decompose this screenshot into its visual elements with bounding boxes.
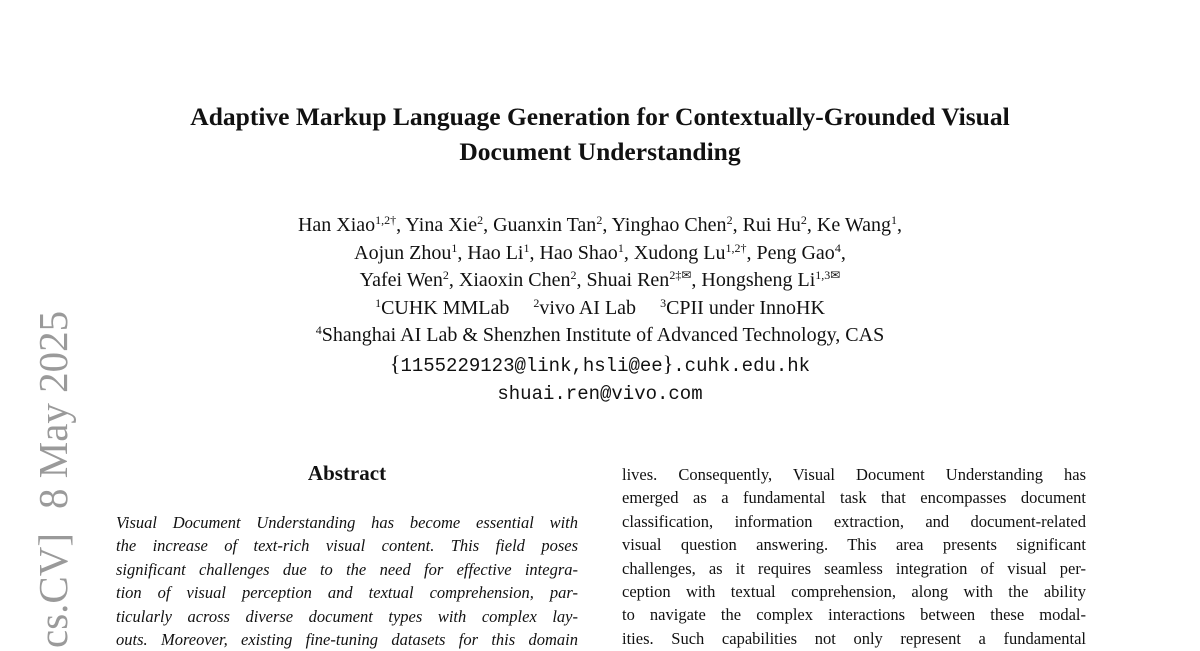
author-name: , Rui Hu: [732, 214, 801, 236]
title-line-1: Adaptive Markup Language Generation for Contextually-Grounded Visual: [190, 102, 1010, 131]
author-affil-mark: 2: [596, 213, 603, 227]
author-affil-mark: 1,2†: [375, 213, 397, 227]
email-domain: .cuhk.edu.hk: [673, 354, 811, 377]
author-name: , Yina Xie: [396, 214, 478, 236]
left-column: [116, 459, 578, 651]
author-name: , Hao Shao: [529, 241, 618, 264]
title-line-2: Document Understanding: [459, 137, 741, 166]
paper-title: [100, 99, 1100, 169]
abstract-line: Visual Document Understanding has become essential with: [116, 513, 578, 532]
author-name: , Hao Li: [457, 241, 524, 264]
author-name: , Hongsheng Li: [691, 269, 816, 291]
author-affil-mark: 2: [442, 268, 449, 282]
affil-mark: 3: [660, 295, 667, 310]
body-line: ities. Such capabilities not only represent a fundamental: [622, 628, 1086, 648]
author-name: Yafei Wen: [359, 269, 443, 291]
body-line: challenges, as it requires seamless integration of visual per-: [622, 558, 1086, 578]
arxiv-category: cs.CV]: [30, 532, 76, 648]
author-name: , Xiaoxin Chen: [448, 269, 571, 291]
author-affil-mark: 4: [834, 240, 841, 255]
author-affil-mark: 2: [477, 213, 484, 227]
right-column: [622, 463, 1086, 650]
author-name: Han Xiao: [297, 214, 376, 236]
author-separator: ,: [840, 241, 846, 264]
author-line-2: [150, 240, 1050, 268]
author-separator: ,: [897, 214, 903, 236]
email-brace-open: {: [389, 350, 401, 376]
body-line: classification, information extraction, and document-related: [622, 511, 1086, 531]
arxiv-date: 8 May 2025: [30, 310, 76, 509]
author-affil-mark: 1: [523, 240, 530, 255]
body-line: lives. Consequently, Visual Document Understanding has: [622, 465, 1086, 484]
author-affil-mark: 1: [891, 213, 898, 227]
affiliation-name: Shanghai AI Lab & Shenzhen Institute of Advanced Technology, CAS: [321, 324, 885, 346]
affiliation-line-1: [150, 295, 1050, 323]
affiliation-name: vivo AI Lab: [539, 296, 637, 319]
author-name: , Yinghao Chen: [602, 214, 727, 236]
email-line-2: [150, 380, 1050, 409]
author-name: , Ke Wang: [806, 214, 892, 236]
author-affil-mark: 2‡✉: [669, 268, 692, 282]
author-affil-mark: 2: [800, 213, 807, 227]
author-name: , Shuai Ren: [576, 269, 670, 291]
abstract-line: significant challenges due to the need for effective integra-: [116, 559, 578, 579]
author-name: , Guanxin Tan: [483, 214, 597, 236]
author-affil-mark: 1,2†: [725, 240, 747, 255]
affiliation-name: CPII under InnoHK: [666, 296, 825, 319]
body-line: ception with textual comprehension, along with the ability: [622, 582, 1086, 602]
email-brace-close: }: [662, 350, 674, 376]
email-address: shuai.ren@vivo.com: [497, 383, 703, 405]
abstract-line: tion of visual perception and textual comprehension, par-: [116, 583, 578, 603]
author-name: Aojun Zhou: [354, 241, 452, 264]
intro-paragraph: [622, 463, 1086, 650]
body-line: emerged as a fundamental task that encompasses document: [622, 488, 1086, 508]
author-affil-mark: 1: [617, 240, 624, 255]
affil-mark: 2: [533, 295, 540, 310]
author-block: [150, 212, 1050, 409]
email-line-1: [150, 350, 1050, 381]
author-affil-mark: 1,3✉: [815, 268, 841, 282]
abstract-heading: Abstract: [307, 461, 387, 485]
affiliation-name: CUHK MMLab: [381, 296, 510, 319]
author-affil-mark: 2: [726, 213, 733, 227]
email-list: 1155229123@link,hsli@ee: [400, 354, 663, 377]
body-line: to navigate the complex interactions between these modal-: [622, 605, 1086, 625]
affiliation-line-2: [150, 322, 1050, 350]
author-name: , Xudong Lu: [623, 241, 726, 264]
affil-mark: 4: [315, 323, 322, 337]
arxiv-side-stamp: [30, 268, 76, 648]
affil-mark: 1: [375, 295, 382, 310]
author-affil-mark: 1: [451, 240, 458, 255]
abstract-line: the increase of text-rich visual content. This field poses: [116, 536, 578, 556]
author-line-3: [150, 267, 1050, 295]
abstract-text: [116, 511, 578, 651]
abstract-line: ticularly across diverse document types with complex lay-: [116, 606, 578, 626]
body-line: visual question answering. This area presents significant: [622, 535, 1086, 555]
author-name: , Peng Gao: [746, 241, 835, 264]
author-affil-mark: 2: [570, 268, 577, 282]
abstract-line: outs. Moreover, existing fine-tuning datasets for this domain: [116, 630, 578, 650]
author-line-1: [150, 212, 1050, 240]
